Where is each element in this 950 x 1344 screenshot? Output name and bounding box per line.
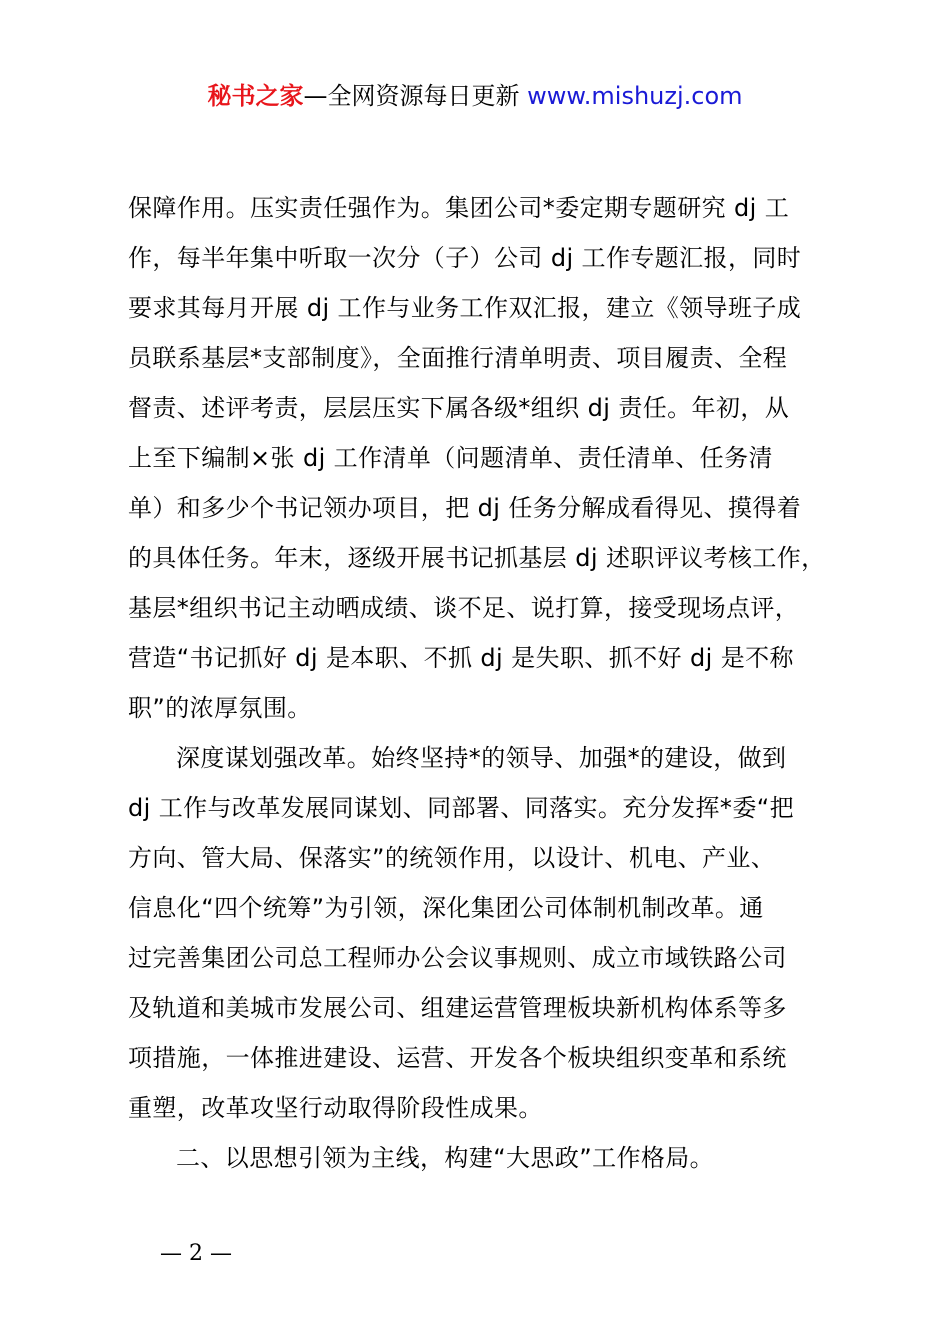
document-body (128, 183, 828, 1183)
text-line: 保障作用。压实责任强作为。集团公司*委定期专题研究 dj 工 (128, 194, 790, 222)
site-tagline: —全网资源每日更新 (303, 82, 528, 110)
text-line: 及轨道和美城市发展公司、组建运营管理板块新机构体系等多 (128, 994, 787, 1022)
site-brand: 秘书之家 (207, 82, 304, 110)
page-number: — 2 — (160, 1241, 232, 1266)
text-line: 营造“书记抓好 dj 是本职、不抓 dj 是失职、抓不好 dj 是不称 (128, 644, 794, 672)
site-header (0, 80, 950, 112)
section-heading: 二、以思想引领为主线，构建“大思政”工作格局。 (176, 1144, 715, 1172)
text-line: 职”的浓厚氛围。 (128, 694, 312, 722)
text-line: 重塑，改革攻坚行动取得阶段性成果。 (128, 1094, 543, 1122)
text-line: 作，每半年集中听取一次分（子）公司 dj 工作专题汇报，同时 (128, 244, 802, 272)
text-line: 信息化“四个统筹”为引领，深化集团公司体制机制改革。通 (128, 894, 764, 922)
text-line: 基层*组织书记主动晒成绩、谈不足、说打算，接受现场点评， (128, 594, 800, 622)
text-line: 方向、管大局、保落实”的统领作用，以设计、机电、产业、 (128, 844, 776, 872)
text-line: 过完善集团公司总工程师办公会议事规则、成立市域铁路公司 (128, 944, 787, 972)
text-line: 项措施，一体推进建设、运营、开发各个板块组织变革和系统 (128, 1044, 787, 1072)
text-line: dj 工作与改革发展同谋划、同部署、同落实。充分发挥*委“把 (128, 794, 794, 822)
text-line: 员联系基层*支部制度》，全面推行清单明责、项目履责、全程 (128, 344, 788, 372)
text-line: 上至下编制×张 dj 工作清单（问题清单、责任清单、任务清 (128, 444, 773, 472)
paragraph-start-line: 深度谋划强改革。始终坚持*的领导、加强*的建设，做到 (176, 744, 787, 772)
text-line: 单）和多少个书记领办项目，把 dj 任务分解成看得见、摸得着 (128, 494, 802, 522)
text-line: 督责、述评考责，层层压实下属各级*组织 dj 责任。年初，从 (128, 394, 790, 422)
site-url[interactable]: www.mishuzj.com (527, 82, 743, 110)
text-line: 要求其每月开展 dj 工作与业务工作双汇报，建立《领导班子成 (128, 294, 802, 322)
text-line: 的具体任务。年末，逐级开展书记抓基层 dj 述职评议考核工作， (128, 544, 826, 572)
